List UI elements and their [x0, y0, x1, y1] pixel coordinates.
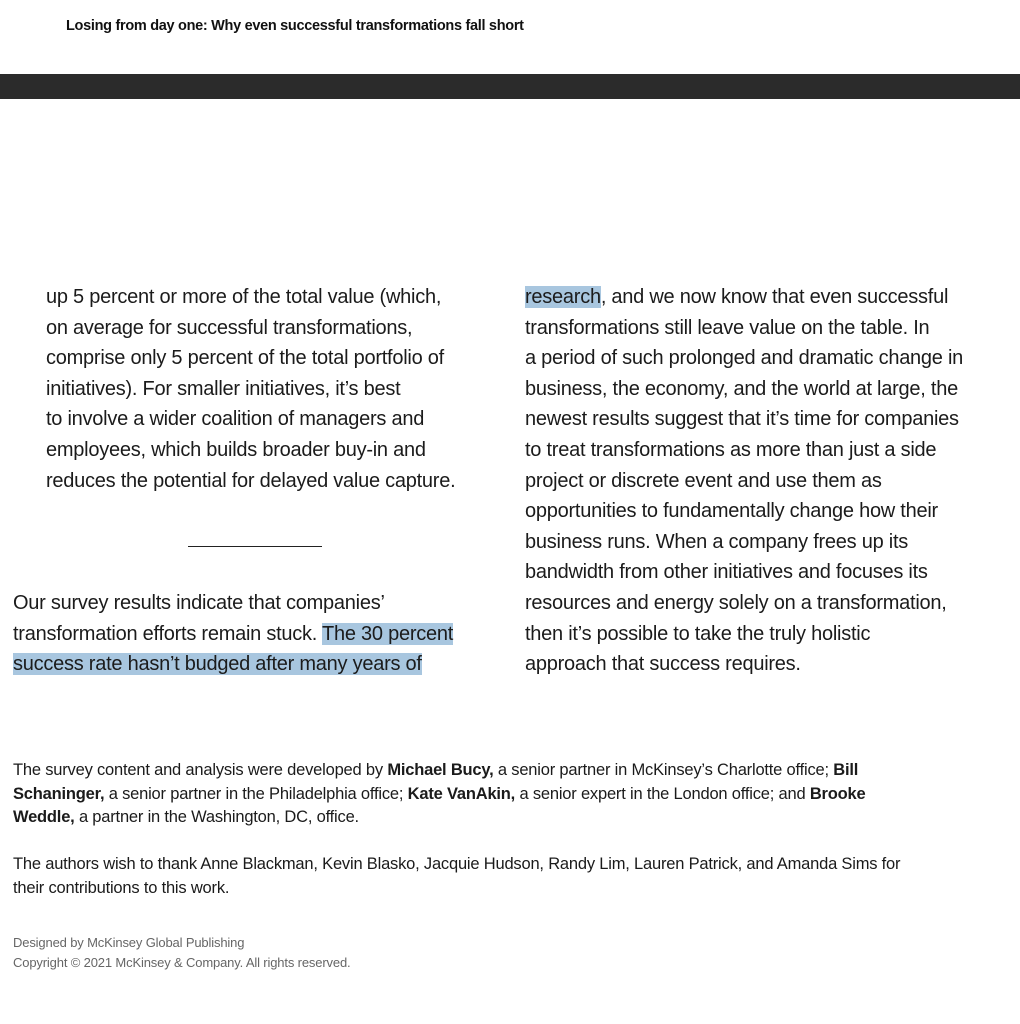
selected-text[interactable]: research [525, 286, 601, 308]
author-name: Schaninger, [13, 784, 105, 803]
text-line: then it’s possible to take the truly holistic [525, 622, 871, 645]
text-line: employees, which builds broader buy-in and [46, 438, 426, 461]
author-name: Bill [833, 761, 859, 779]
author-credits [13, 759, 993, 830]
text-fragment: transformation efforts remain stuck. [13, 622, 323, 645]
left-column-survey-paragraph[interactable] [13, 588, 508, 680]
left-column-paragraph [46, 282, 506, 496]
text-fragment: The survey content and analysis were developed by [13, 761, 388, 779]
text-fragment: a senior partner in McKinsey’s Charlotte office; [493, 761, 834, 779]
text-line: The authors wish to thank Anne Blackman, Kevin Blasko, Jacquie Hudson, Randy Lim, Lauren Patrick, and Amanda Sims for [13, 855, 901, 873]
text-line [13, 649, 508, 680]
footer [13, 933, 351, 973]
text-line [13, 806, 993, 830]
copyright: Copyright © 2021 McKinsey & Company. All rights reserved. [13, 955, 351, 970]
text-fragment: a partner in the Washington, DC, office. [74, 808, 359, 826]
page-title: Losing from day one: Why even successful transformations fall short [66, 18, 524, 34]
section-divider [188, 546, 322, 547]
text-line: opportunities to fundamentally change how their [525, 500, 938, 523]
text-fragment: a senior partner in the Philadelphia office; [104, 784, 408, 803]
text-line: approach that success requires. [525, 653, 801, 676]
text-line: bandwidth from other initiatives and focuses its [525, 561, 928, 584]
text-line: to involve a wider coalition of managers and [46, 408, 425, 431]
header-bar [0, 74, 1020, 99]
text-line: their contributions to this work. [13, 878, 230, 897]
selected-text[interactable]: success rate hasn’t budged after many years of [13, 653, 422, 676]
author-name: Weddle, [13, 808, 75, 826]
acknowledgements [13, 853, 993, 900]
text-fragment: a senior expert in the London office; and [515, 784, 810, 803]
text-line: a period of such prolonged and dramatic change in [525, 347, 964, 370]
text-line: reduces the potential for delayed value capture. [46, 469, 456, 492]
designed-by: Designed by McKinsey Global Publishing [13, 935, 245, 950]
author-name: Michael Bucy, [387, 761, 494, 779]
text-line [13, 759, 993, 783]
text-line [525, 282, 1010, 313]
text-line [13, 619, 508, 650]
right-column-paragraph[interactable] [525, 282, 1010, 680]
text-line: to treat transformations as more than just a side [525, 438, 937, 461]
text-line: resources and energy solely on a transformation, [525, 591, 947, 614]
text-line: up 5 percent or more of the total value (which, [46, 286, 442, 308]
text-line: newest results suggest that it’s time for companies [525, 408, 959, 431]
author-name: Brooke [809, 784, 866, 803]
text-line [13, 783, 993, 807]
text-line: comprise only 5 percent of the total portfolio of [46, 347, 444, 370]
author-name: Kate VanAkin, [407, 784, 516, 803]
text-line: transformations still leave value on the table. In [525, 316, 930, 339]
text-line: Our survey results indicate that companies’ [13, 592, 385, 614]
text-fragment: , and we now know that even successful [600, 286, 949, 308]
text-line: on average for successful transformations, [46, 316, 413, 339]
selected-text[interactable]: The 30 percent [322, 622, 454, 645]
text-line: business runs. When a company frees up its [525, 530, 909, 553]
text-line: business, the economy, and the world at large, the [525, 377, 958, 400]
text-line: initiatives). For smaller initiatives, it’s best [46, 377, 401, 400]
text-line: project or discrete event and use them as [525, 469, 882, 492]
